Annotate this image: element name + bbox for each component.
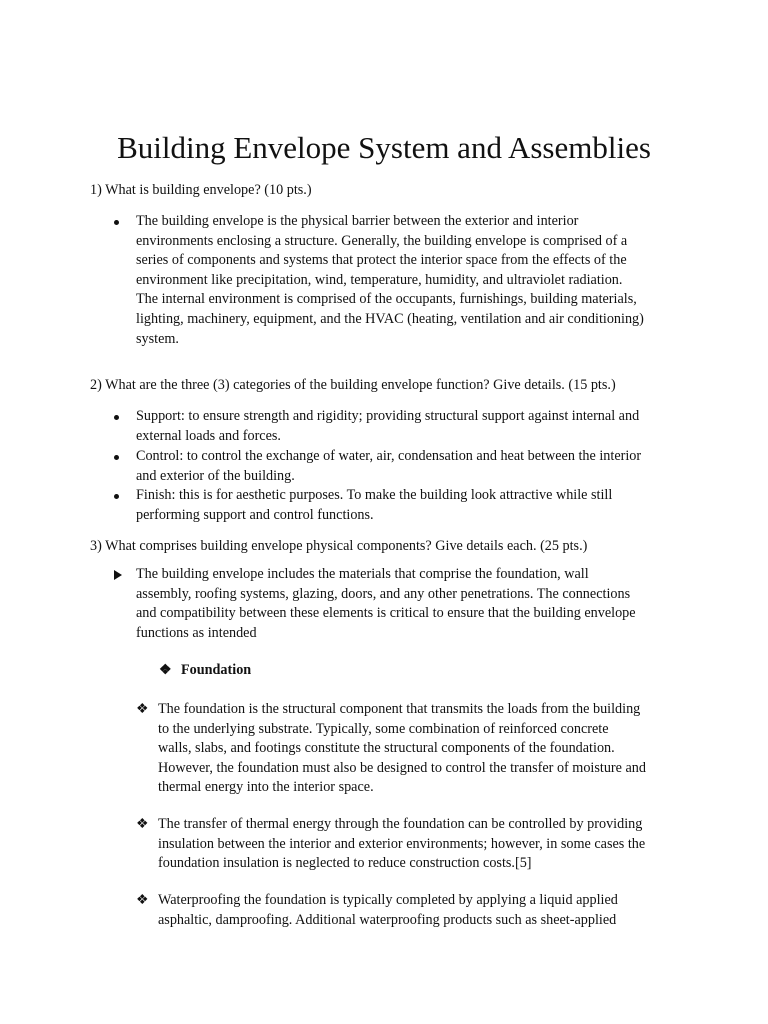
text-line: Support: to ensure strength and rigidity; providing structural support against internal and bbox=[136, 408, 640, 424]
text-line: Control: to control the exchange of water, air, condensation and heat between the interior bbox=[136, 448, 642, 464]
text-line: and exterior of the building. bbox=[136, 467, 295, 484]
text-line: functions as intended bbox=[136, 624, 257, 641]
text-line: environment like precipitation, wind, temperature, humidity, and ultraviolet radiation. bbox=[136, 271, 623, 288]
text-line: system. bbox=[136, 330, 179, 347]
text-line: insulation between the interior and exterior environments; however, in some cases the bbox=[158, 835, 646, 852]
text-line: The building envelope includes the materials that comprise the foundation, wall bbox=[136, 566, 589, 582]
text-line: However, the foundation must also be designed to control the transfer of moisture and bbox=[158, 759, 646, 776]
text-line: Finish: this is for aesthetic purposes. To make the building look attractive while still bbox=[136, 487, 613, 503]
bullet-dot-icon bbox=[114, 212, 134, 232]
question-3: 3) What comprises building envelope physical components? Give details each. (25 pts.) bbox=[90, 538, 588, 554]
q2-item-text bbox=[136, 407, 639, 446]
page-title: Building Envelope System and Assemblies bbox=[117, 130, 651, 165]
text-line: assembly, roofing systems, glazing, doors, and any other penetrations. The connections bbox=[136, 585, 631, 602]
four-diamond-icon: ❖ bbox=[136, 893, 149, 908]
bullet-dot-icon bbox=[114, 407, 134, 427]
foundation-item-text bbox=[158, 700, 646, 798]
four-diamond-icon: ❖ bbox=[159, 663, 172, 678]
question-2: 2) What are the three (3) categories of the building envelope function? Give details. (15 pts.) bbox=[90, 377, 616, 393]
text-line: The building envelope is the physical barrier between the exterior and interior bbox=[136, 213, 579, 229]
text-line: to the underlying substrate. Typically, some combination of reinforced concrete bbox=[158, 720, 609, 737]
text-line: The foundation is the structural component that transmits the loads from the building bbox=[158, 701, 641, 717]
q2-item-text bbox=[136, 447, 641, 486]
text-line: performing support and control functions. bbox=[136, 506, 374, 523]
bullet-dot-icon bbox=[114, 486, 134, 506]
four-diamond-icon: ❖ bbox=[136, 702, 149, 717]
text-line: and compatibility between these elements is critical to ensure that the building envelope bbox=[136, 605, 636, 622]
q1-answer-text bbox=[136, 212, 644, 349]
question-1: 1) What is building envelope? (10 pts.) bbox=[90, 182, 312, 198]
bullet-dot-icon bbox=[114, 447, 134, 467]
text-line: series of components and systems that protect the interior space from the effects of the bbox=[136, 252, 627, 269]
text-line: lighting, machinery, equipment, and the HVAC (heating, ventilation and air conditioning) bbox=[136, 310, 644, 327]
foundation-item-text bbox=[158, 891, 618, 930]
q3-intro-text bbox=[136, 565, 636, 643]
four-diamond-icon: ❖ bbox=[136, 817, 149, 832]
text-line: asphaltic, damproofing. Additional waterproofing products such as sheet-applied bbox=[158, 911, 617, 928]
text-line: thermal energy into the interior space. bbox=[158, 779, 374, 796]
text-line: The internal environment is comprised of the occupants, furnishings, building materials, bbox=[136, 291, 637, 308]
text-line: walls, slabs, and footings constitute the structural components of the foundation. bbox=[158, 740, 615, 757]
q2-item-text bbox=[136, 486, 612, 525]
foundation-heading-label: Foundation bbox=[181, 662, 252, 678]
text-line: Waterproofing the foundation is typically completed by applying a liquid applied bbox=[158, 892, 618, 908]
text-line: environments enclosing a structure. Generally, the building envelope is comprised of a bbox=[136, 232, 628, 249]
foundation-item-text bbox=[158, 815, 645, 874]
arrowhead-icon bbox=[114, 565, 134, 587]
text-line: The transfer of thermal energy through the foundation can be controlled by providing bbox=[158, 816, 643, 832]
text-line: foundation insulation is neglected to reduce construction costs.[5] bbox=[158, 855, 532, 872]
text-line: external loads and forces. bbox=[136, 427, 281, 444]
